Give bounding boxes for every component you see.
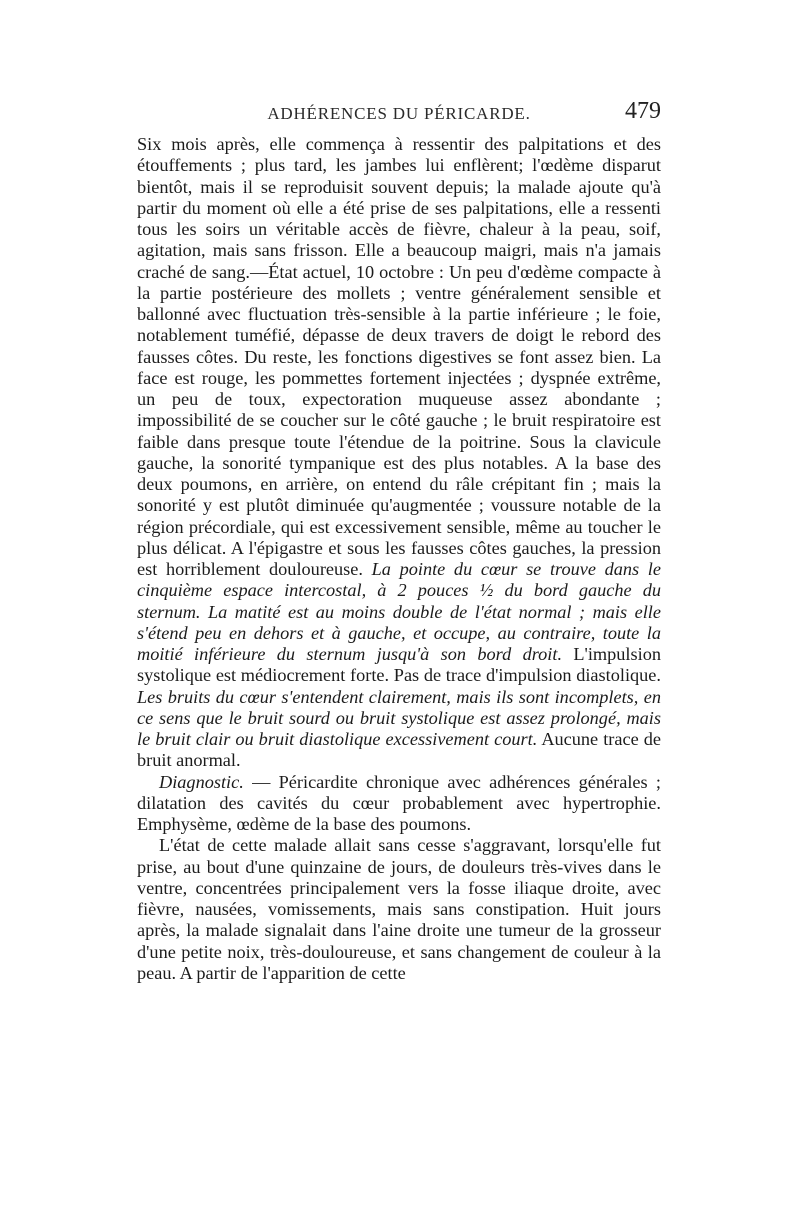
paragraph-case-history — [137, 134, 661, 772]
diagnostic-text: — Péricardite chronique avec adhérences générales ; dilatation des cavités du cœur probablement avec hypertrophie. Emphysème, œdème de la base des poumons. — [137, 771, 661, 834]
paragraph-diagnostic — [137, 772, 661, 836]
evolution-text: L'état de cette malade allait sans cesse s'aggravant, lorsqu'elle fut prise, au bout d'une quinzaine de jours, de douleurs très-vives dans le ventre, concentrées principalement vers la fosse iliaque droite, avec fièvre, nausées, vomissements, mais sans constipation. Huit jours après, la malade signalait dans l'aine droite une tumeur de la grosseur d'une petite noix, très-douloureuse, et sans changement de couleur à la peau. A partir de l'apparition de cette — [137, 835, 661, 983]
running-title: ADHÉRENCES DU PÉRICARDE. — [267, 104, 531, 123]
running-head — [137, 98, 661, 132]
heart-sounds-text: Les bruits du cœur s'entendent clairement, mais ils sont incomplets, en ce sens que le bruit sourd ou bruit systolique est assez prolongé, mais le bruit clair ou bruit diastolique excessivement court. — [137, 686, 661, 749]
body-text — [137, 134, 661, 984]
apex-percussion-text: La pointe du cœur se trouve dans le cinquième espace intercostal, à 2 pouces ½ du bord gauche du sternum. La matité est au moins double de l'état normal ; mais elle s'étend peu en dehors et à gauche, et occupe, au contraire, toute la moitié inférieure du sternum jusqu'à son bord droit. — [137, 559, 662, 664]
no-murmur-text: Aucune trace de bruit anormal. — [137, 729, 661, 771]
paragraph-evolution — [137, 835, 661, 984]
page-number: 479 — [625, 98, 661, 124]
impulse-text: L'impulsion systolique est médiocrement forte. Pas de trace d'impulsion diastolique. — [137, 644, 661, 686]
case-history-text: Six mois après, elle commença à ressentir des palpitations et des étouffements ; plus tard, les jambes lui enflèrent; l'œdème disparut bientôt, mais il se reproduisit souvent depuis; la malade ajoute qu'à partir du moment où elle a été prise de ses palpitations, elle a ressenti tous les soirs un véritable accès de fièvre, chaleur à la peau, soif, agitation, mais sans frisson. Elle a beaucoup maigri, mais n'a jamais craché de sang.—État actuel, 10 octobre : Un peu d'œdème compacte à la partie postérieure des mollets ; ventre généralement sensible et ballonné avec fluctuation très-sensible à la partie inférieure ; le foie, notablement tuméfié, dépasse de deux travers de doigt le rebord des fausses côtes. Du reste, les fonctions digestives se font assez bien. La face est rouge, les pommettes fortement injectées ; dyspnée extrême, un peu de toux, expectoration muqueuse assez abondante ; impossibilité de se coucher sur le côté gauche ; le bruit respiratoire est faible dans presque toute l'étendue de la poitrine. Sous la clavicule gauche, la sonorité tympanique est des plus notables. A la base des deux poumons, en arrière, on entend du râle crépitant fin ; mais la sonorité y est plutôt diminuée qu'augmentée ; voussure notable de la région précordiale, qui est excessivement sensible, même au toucher le plus délicat. A l'épigastre et sous les fausses côtes gauches, la pression est horriblement douloureuse. — [137, 134, 661, 579]
diagnostic-label: Diagnostic. — [159, 771, 244, 792]
